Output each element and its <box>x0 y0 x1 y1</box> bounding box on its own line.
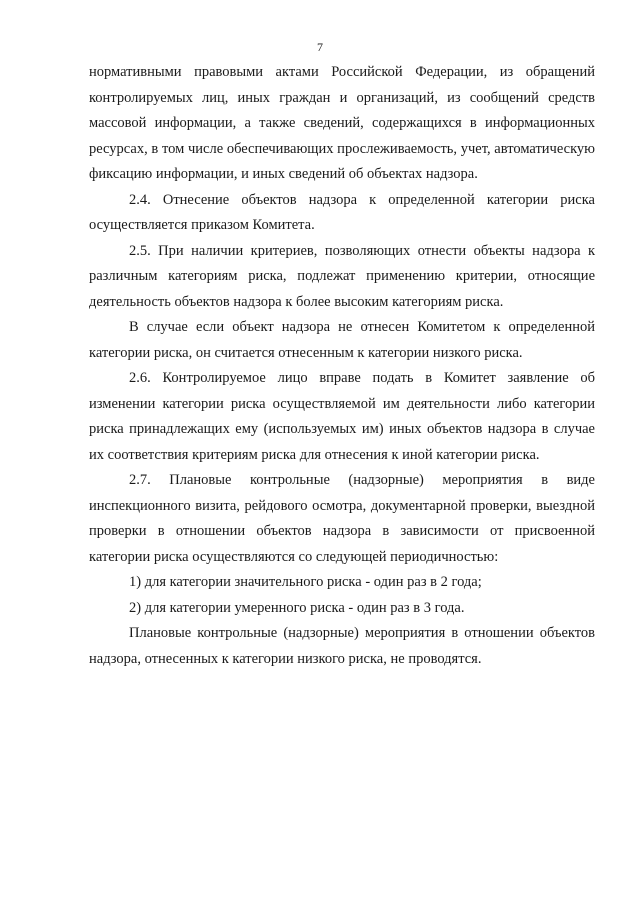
paragraph-2-5: 2.5. При наличии критериев, позволяющих отнести объекты надзора к различным категориям риска, подлежат применению критерии, относящие деятельность объектов надзора к более высоким категориям риска. <box>89 242 595 310</box>
paragraph-2-4: 2.4. Отнесение объектов надзора к определенной категории риска осуществляется приказом Комитета. <box>89 191 595 233</box>
list-item-moderate-risk: 2) для категории умеренного риска - один раз в 3 года. <box>129 599 465 616</box>
paragraph-continuation: нормативными правовыми актами Российской Федерации, из обращений контролируемых лиц, иных граждан и организаций, из сообщений средств массовой информации, а также сведений, содержащихся в информационных ресурсах, в том числе обеспечивающих прослеживаемость, учет, автоматическую фиксацию информации, и иных сведений об объектах надзора. <box>89 64 595 182</box>
paragraph-2-6: 2.6. Контролируемое лицо вправе подать в Комитет заявление об изменении категории риска осуществляемой им деятельности либо категории риска принадлежащих ему (используемых им) иных объектов надзора в случае их соответствия критериям риска для отнесения к иной категории риска. <box>89 370 595 463</box>
list-item-significant-risk: 1) для категории значительного риска - один раз в 2 года; <box>129 574 482 590</box>
page-number: 7 <box>317 40 323 54</box>
paragraph-low-risk-no-inspections: Плановые контрольные (надзорные) мероприятия в отношении объектов надзора, отнесенных к категории низкого риска, не проводятся. <box>89 625 595 667</box>
document-body <box>89 60 595 672</box>
paragraph-low-risk-default: В случае если объект надзора не отнесен Комитетом к определенной категории риска, он считается отнесенным к категории низкого риска. <box>89 319 595 361</box>
paragraph-2-7: 2.7. Плановые контрольные (надзорные) мероприятия в виде инспекционного визита, рейдового осмотра, документарной проверки, выездной проверки в отношении объектов надзора в зависимости от присвоенной категории риска осуществляются со следующей периодичностью: <box>89 472 595 565</box>
